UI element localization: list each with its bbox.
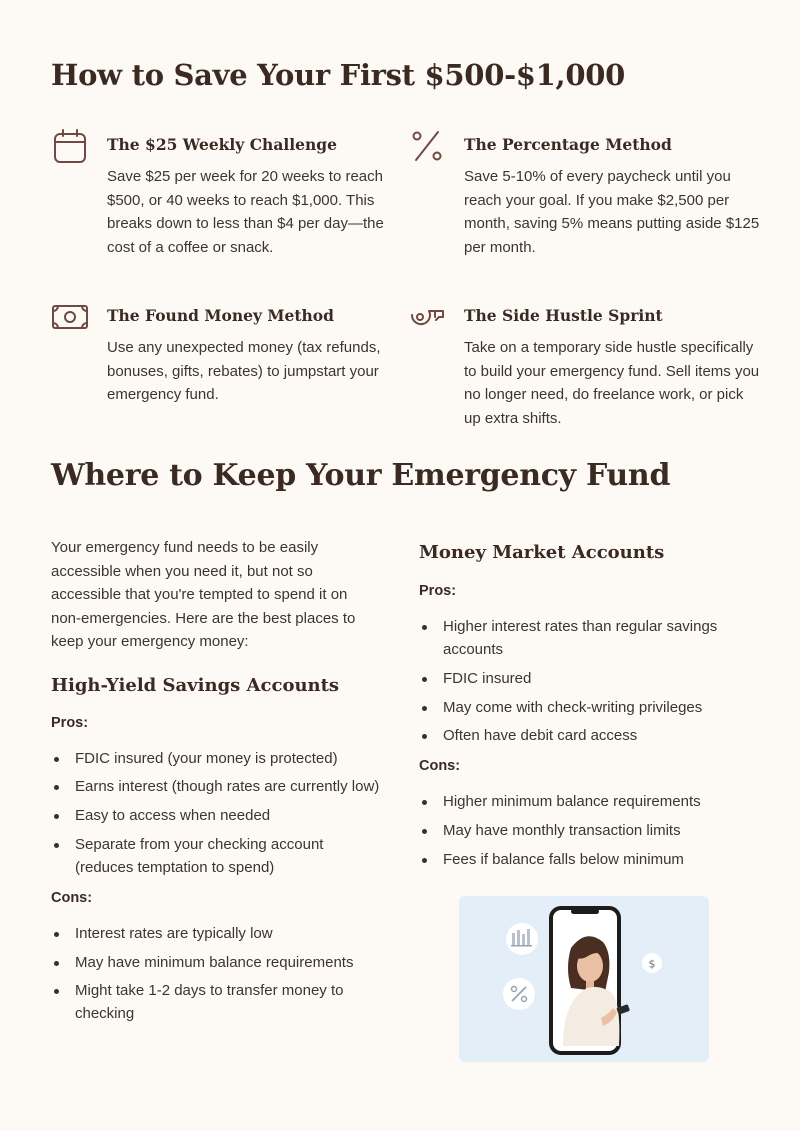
method-side-hustle <box>408 298 760 430</box>
list-item: Fees if balance falls below minimum <box>419 848 749 871</box>
mma-cons-list <box>419 790 749 871</box>
dollar-glyph: $ <box>648 957 656 971</box>
method-title: The Found Money Method <box>107 306 334 325</box>
list-item: Higher interest rates than regular savings accounts <box>419 615 749 661</box>
method-body: Use any unexpected money (tax refunds, bonuses, gifts, rebates) to jumpstart your emergency fund. <box>107 339 381 403</box>
method-body: Take on a temporary side hustle specifically to build your emergency fund. Sell items you no longer need, do freelance work, or pick up extra shifts. <box>464 339 760 427</box>
hysa-pros-label: Pros: <box>51 714 89 731</box>
list-item: Easy to access when needed <box>51 804 381 827</box>
phone-illustration <box>459 896 709 1062</box>
list-item: FDIC insured <box>419 667 749 690</box>
method-body: Save 5-10% of every paycheck until you reach your goal. If you make $2,500 per month, saving 5% means putting aside $125 per month. <box>464 168 760 256</box>
method-percentage <box>408 127 760 259</box>
method-title: The $25 Weekly Challenge <box>107 135 337 154</box>
list-item: Might take 1-2 days to transfer money to checking <box>51 979 381 1025</box>
mma-title: Money Market Accounts <box>419 542 665 563</box>
list-item: FDIC insured (your money is protected) <box>51 747 381 770</box>
percent-bubble-icon <box>503 978 535 1010</box>
list-item: Often have debit card access <box>419 724 749 747</box>
list-item: May come with check-writing privileges <box>419 696 749 719</box>
list-item: May have minimum balance requirements <box>51 951 381 974</box>
bar-chart-icon <box>506 923 538 955</box>
list-item: May have monthly transaction limits <box>419 819 749 842</box>
list-item: Separate from your checking account (reduces temptation to spend) <box>51 833 381 879</box>
section-title-where-to-keep: Where to Keep Your Emergency Fund <box>51 458 671 493</box>
section-title-save-first: How to Save Your First $500-$1,000 <box>51 58 625 92</box>
list-item: Earns interest (though rates are currently low) <box>51 775 381 798</box>
mma-pros-label: Pros: <box>419 583 457 599</box>
calendar-icon <box>51 127 89 165</box>
hysa-pros-list <box>51 747 381 879</box>
hysa-cons-list <box>51 922 381 1026</box>
method-body: Save $25 per week for 20 weeks to reach $500, or 40 weeks to reach $1,000. This breaks down to less than $4 per day—the cost of a coffee or snack. <box>107 168 384 256</box>
method-found-money <box>51 298 401 407</box>
list-item: Interest rates are typically low <box>51 922 381 945</box>
hysa-cons-label: Cons: <box>51 889 93 906</box>
percent-icon <box>408 127 446 165</box>
method-title: The Percentage Method <box>464 135 672 154</box>
list-item: Higher minimum balance requirements <box>419 790 749 813</box>
right-column <box>419 540 749 877</box>
whistle-icon <box>408 298 446 336</box>
hysa-title: High-Yield Savings Accounts <box>51 674 340 696</box>
method-title: The Side Hustle Sprint <box>464 306 663 325</box>
left-column <box>51 536 381 1031</box>
method-weekly-challenge <box>51 127 401 259</box>
banknote-icon <box>51 298 89 336</box>
mma-cons-label: Cons: <box>419 758 461 775</box>
mma-pros-list <box>419 615 749 747</box>
intro-paragraph: Your emergency fund needs to be easily accessible when you need it, but not so accessible that you're tempted to spend it on non-emergencies. Here are the best places to keep your emergency money: <box>51 539 356 650</box>
